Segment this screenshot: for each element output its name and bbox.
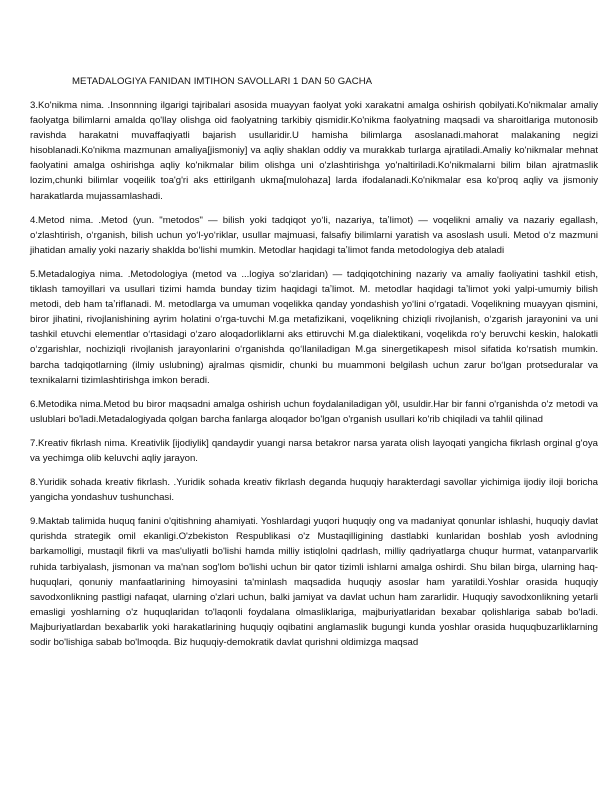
- paragraph-question-4: 4.Metod nima. .Metod (yun. "metodos" — bilish yoki tadqiqot yoʻli, nazariya, taʼlimot) — voqelikni amaliy va nazariy egallash, oʻzlashtirish, oʻrganish, bilish uchun yoʻl-yoʻriklar, usullar majmuasi, falsafiy bilimlarni yaratish va asoslash usuli. Metod oʻz mazmuni jihatidan amaliy yoki nazariy shaklda boʻlishi mumkin. Metodlar haqidagi taʼlimot fanda metodologiya deb ataladi: [30, 214, 598, 256]
- paragraph-question-9: 9.Maktab talimida huquq fanini o'qitishning ahamiyati. Yoshlardagi yuqori huquqiy ong va madaniyat qonunlar ishlashi, huquqiy davlat qurishda strategik omil ekanligi.O'zbekiston Respublikasi o'z Mustaqilligining dastlabki kunlaridan boshlab yosh avlodning barkamolligi, mustaqil fikrli va mas'uliyatli bo'lishi hamda milliy istiqlolni qadrlash, milliy qadriyatlarga chuqur hurmat, vatanparvarlik ruhida tarbiyalash, jismonan va ma'nan sog'lom bo'lishi uchun bir qator tizimli ishlarni amalga oshirdi. Shu bilan birga, ularning haq-huquqlari, qonuniy manfaatlarining himoyasini ta'minlash maqsadida huquqiy asoslar ham yaratildi.Yoshlar orasida huquqiy savodxonlikning pastligi nafaqat, ularning o'zlari uchun, balki jamiyat va davlat uchun ham zararlidir. Huquqiy savodxonlikning yetarli emasligi yoshlarning o'z huquqlaridan to'laqonli foydalana olmasliklariga, majburiyatlaridan bexabar qolishlariga sabab bo'ladi. Majburiyatlardan bexabarlik yoki harakatlarining huquqiy oqibatini anglamaslik bugungi kunda yoshlar orasida huquqbuzarliklarning sodir bo'lishiga sabab bo'lmoqda. Biz huquqiy-demokratik davlat qurishni oldimizga maqsad: [30, 516, 598, 648]
- paragraph-question-5: 5.Metadalogiya nima. .Metodologiya (metod va ...logiya soʻzlaridan) — tadqiqotchining nazariy va amaliy faoliyatini tashkil etish, tiklash tamoyillari va usullari tizimi hamda bunday tizim haqidagi taʼlimot. M. metodlar haqidagi taʼlimot yoki yalpi-umumiy bilish metodi, deb ham taʼriflanadi. M. metodlarga va umuman voqelikka qanday yondashish yoʻlini oʻrgatadi. Voqelikning muayyan qismini, biror jihatini, rivojlanishining ayrim holatini oʻrga-tuvchi M.ga metafizikani, voqelikning chiziqli rivojlanish, oʻzgarish jarayonini va uni tashkil etuvchi elementlar oʻrtasidagi oʻzaro aloqadorliklarni aks ettiruvchi M.ga dialektikani, voqelikda roʻy beruvchi keskin, halokatli oʻzgarishlar, nochiziqli rivojlanish jarayonlarini oʻrganishda qoʻllaniladigan M.ga sinergetikapesh misol sifatida koʻrsatish mumkin. barcha tadqiqotlarning (ilmiy uslubning) ajralmas qismidir, chunki bu muammoni belgilash uchun zarur boʻlgan protseduralar va texnikalarni tizimlashtirishga imkon beradi.: [30, 268, 598, 386]
- paragraph-question-3: 3.Ko'nikma nima. .Insonnning ilgarigi tajribalari asosida muayyan faolyat yoki xarakatni amalga oshirish qobilyati.Ko'nikmalar amaliy faolyatga bilimlarni amalda qo'llay olishga oid faolyatning tarkibiy qismidir.Ko'nikma faolyatning maqsadi va sharoitlariga mutonosib ravishda harakatni muvaffaqiyatli bajarish usullaridir.U hamisha bilimlarga asoslanadi.mahorat malakaning negizi hisoblanadi.Ko'nikma mazmunan amaliya[jismoniy] va aqliy shaklan oddiy va murakkab turlarga ajratiladi.Amaliy ko'nikmalar mehnat faolyatini amalga oshirishga aqliy ko'nikmalar bilim olishga uni o'zlashtirishga yo'naltiriladi.Ko'nikmalarni bilim bilan ajratmaslik lozim,chunki bilimlar voqeilik toa'g'ri aks ettirilganh ukma[mulohaza] larda ifodalanadi.Ko'nikmalar esa ko'proq aqliy va jismoniy harakatlarda mujassamlashadi.: [30, 100, 598, 202]
- paragraph-question-7: 7.Kreativ fikrlash nima. Kreativlik [ijodiylik] qandaydir yuangi narsa betakror narsa yarata olish layoqati yangicha fikrlash orginal g'oya va yechimga olib keluvchi aqliy jarayon.: [30, 437, 598, 464]
- paragraph-question-6: 6.Metodika nima.Metod bu biror maqsadni amalga oshirish uchun foydalaniladigan yõl, usuldir.Har bir fanni o'rganishda o'z metodi va uslublari bo'ladi.Metadalogiyada qolgan barcha fanlarga aloqador bo'lgan o'rganish usullari ko'rib chiqiladi va tahlil qilinad: [30, 398, 598, 425]
- document-title: METADALOGIYA FANIDAN IMTIHON SAVOLLARI 1 DAN 50 GACHA: [72, 76, 373, 87]
- paragraph-question-8: 8.Yuridik sohada kreativ fikrlash. .Yuridik sohada kreativ fikrlash deganda huquqiy harakterdagi savollar yichimiga ijodiy iloji boricha yangicha yondashuv tushunchasi.: [30, 477, 598, 504]
- document-body: [30, 98, 598, 659]
